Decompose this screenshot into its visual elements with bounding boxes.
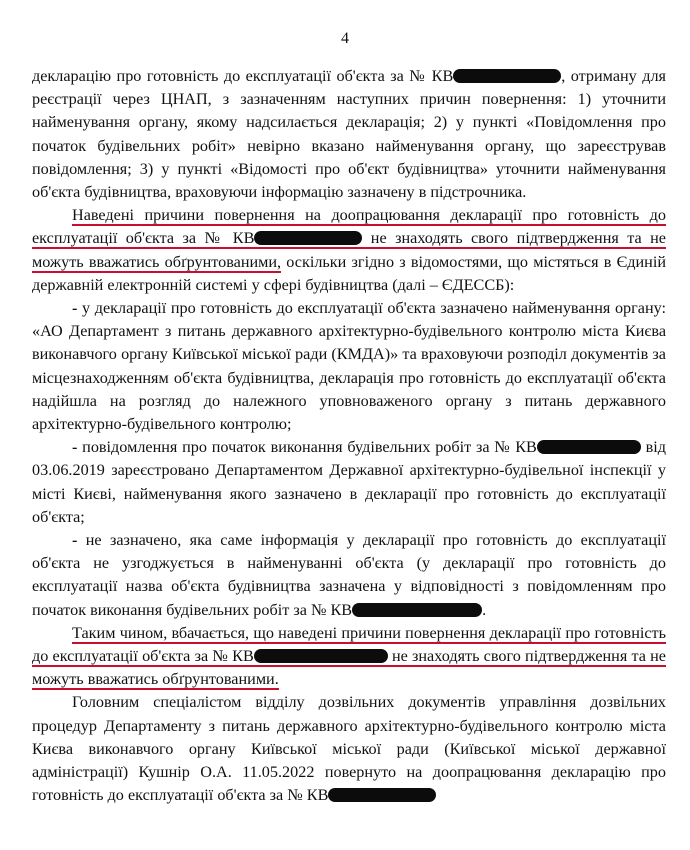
list-dash: - [72, 438, 78, 457]
paragraph-4-text-a: повідомлення про початок виконання будівельних робіт за № КВ [77, 438, 537, 457]
paragraph-6 [32, 622, 666, 692]
redaction-mark [254, 231, 362, 245]
paragraph-2-text-c: оскільки згідно з відомостями, що містяться в Єдиній державній електронній системі у сфері будівництва (далі – ЄДЕССБ): [32, 252, 666, 294]
paragraph-5-text-a: не зазначено, яка саме інформація у декларації про готовність до експлуатації об'єкта не узгоджується в найменуванні об'єкта (у декларації про готовність до експлуатації назва об'єкта будівництва зазначена у відповідності з повідомленням про початок виконання будівельних робіт за № КВ [32, 531, 666, 619]
paragraph-6-text-a: Таким чином, вбачається, що наведені причини повернення декларації про готовність до експлуатації об'єкта за № КВ [32, 623, 666, 666]
page-number: 4 [341, 30, 349, 47]
paragraph-2-text-a: Наведені причини повернення на доопрацювання декларації про готовність до експлуатації об'єкта за № КВ [32, 206, 666, 248]
paragraph-5-text-b: . [482, 600, 487, 619]
redaction-mark [352, 603, 482, 617]
paragraph-1 [32, 65, 666, 204]
paragraph-4 [32, 436, 666, 529]
paragraph-1-text-a: декларацію про готовність до експлуатації об'єкта за № КВ [32, 67, 454, 85]
redaction-mark [254, 649, 388, 663]
paragraph-4-text-b: від 03.06.2019 зареєстровано Департаментом Державної архітектурно-будівельної інспекції у місті Києві, найменування якого зазначено в декларації про готовність до експлуатації об'єкта; [32, 438, 666, 526]
paragraph-3 [32, 297, 666, 436]
document-body [32, 65, 666, 808]
highlighted-conclusion [32, 624, 666, 690]
paragraph-5 [32, 529, 666, 622]
paragraph-1-text-b: , отриману для реєстрації через ЦНАП, з зазначенням наступних причин повернення: 1) уточнити найменування органу, якому надсилається декларація; 2) у пункті «Повідомлення про початок будівельних робіт» невірно вказано найменування органу, що зареєстрував повідомлення; 3) у пункті «Відомості про об'єкт будівництва» уточнити найменування об'єкта будівництва, враховуючи інформацію зазначену в підстрочника. [32, 67, 666, 202]
paragraph-2 [32, 204, 666, 297]
paragraph-2-text-b: не знаходять свого підтвердження та не можуть вважатись обґрунтованими, [32, 229, 666, 271]
list-dash: - [72, 531, 78, 550]
list-dash: - [72, 299, 78, 318]
paragraph-3-text: у декларації про готовність до експлуатації об'єкта зазначено найменування органу: «АО Департамент з питань державного архітектурно-будівельного контролю міста Києва виконавчого органу Київської міської ради (КМДА)» та враховуючи розподіл документів за місцезнаходженням об'єкта будівництва, декларація про готовність до експлуатації об'єкта надійшла на розгляд до належного уповноваженого органу з питань державного архітектурно-будівельного контролю; [32, 299, 666, 434]
redaction-mark [453, 69, 561, 83]
paragraph-7-text: Головним спеціалістом відділу дозвільних документів управління дозвільних процедур Департаменту з питань державного архітектурно-будівельного контролю міста Києва виконавчого органу Київської міської ради (Київської міської державної адміністрації) Кушнір О.А. 11.05.2022 повернуто на доопрацювання декларацію про готовність до експлуатації об'єкта за № КВ [32, 693, 666, 805]
paragraph-6-text-b: не знаходять свого підтвердження та не можуть вважатись обґрунтованими. [32, 647, 666, 689]
redaction-mark [328, 788, 436, 802]
redaction-mark [537, 440, 641, 454]
paragraph-7 [32, 691, 666, 807]
